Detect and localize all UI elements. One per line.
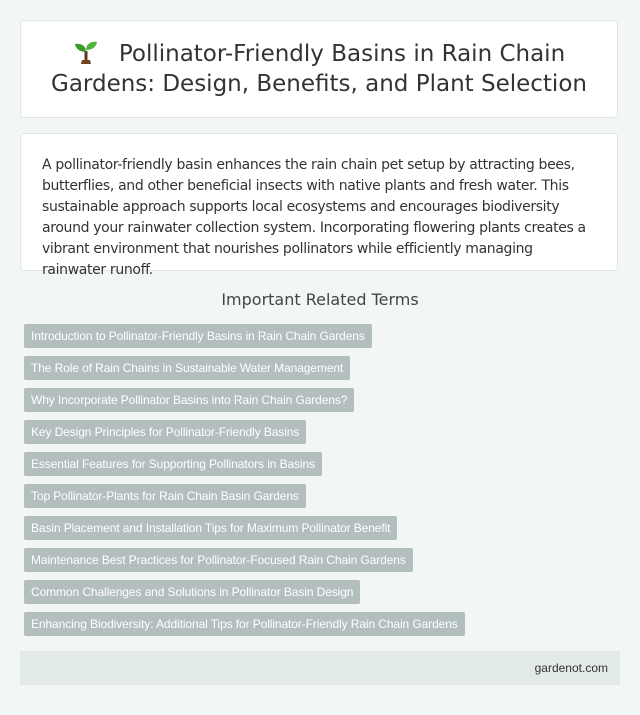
term-tag-link[interactable]: The Role of Rain Chains in Sustainable Water Management bbox=[24, 356, 350, 380]
term-tag-link[interactable]: Introduction to Pollinator-Friendly Basins in Rain Chain Gardens bbox=[24, 324, 372, 348]
list-item bbox=[24, 484, 465, 508]
term-tag-link[interactable]: Maintenance Best Practices for Pollinator-Focused Rain Chain Gardens bbox=[24, 548, 413, 572]
list-item bbox=[24, 356, 465, 380]
title-line-1: Pollinator-Friendly Basins in Rain Chain bbox=[118, 41, 566, 67]
header-card bbox=[20, 20, 618, 118]
term-tag-link[interactable]: Top Pollinator-Plants for Rain Chain Basin Gardens bbox=[24, 484, 306, 508]
term-tag-link[interactable]: Essential Features for Supporting Pollinators in Basins bbox=[24, 452, 322, 476]
title-line-2: Gardens: Design, Benefits, and Plant Selection bbox=[51, 71, 587, 97]
list-item bbox=[24, 452, 465, 476]
list-item bbox=[24, 388, 465, 412]
page-title bbox=[51, 39, 587, 99]
footer-bar bbox=[20, 651, 620, 685]
term-tag-link[interactable]: Common Challenges and Solutions in Pollinator Basin Design bbox=[24, 580, 360, 604]
list-item bbox=[24, 516, 465, 540]
term-tag-link[interactable]: Enhancing Biodiversity: Additional Tips for Pollinator-Friendly Rain Chain Gardens bbox=[24, 612, 465, 636]
related-terms-heading: Important Related Terms bbox=[221, 290, 419, 309]
intro-card bbox=[20, 133, 618, 278]
term-tag-link[interactable]: Basin Placement and Installation Tips for Maximum Pollinator Benefit bbox=[24, 516, 397, 540]
seedling-icon bbox=[73, 39, 99, 65]
term-tag-link[interactable]: Why Incorporate Pollinator Basins into Rain Chain Gardens? bbox=[24, 388, 354, 412]
footer-site-name: gardenot.com bbox=[534, 661, 608, 675]
list-item bbox=[24, 580, 465, 604]
list-item bbox=[24, 548, 465, 572]
term-tag-link[interactable]: Key Design Principles for Pollinator-Friendly Basins bbox=[24, 420, 306, 444]
intro-text: A pollinator-friendly basin enhances the rain chain pet setup by attracting bees, butterflies, and other beneficial insects with native plants and fresh water. This sustainable approach supports local ecosystems and encourages biodiversity around your rainwater collection system. Incorporating flowering plants creates a vibrant environment that nourishes pollinators while efficiently managing rainwater runoff. bbox=[42, 157, 586, 278]
list-item bbox=[24, 324, 465, 348]
related-terms-list bbox=[24, 324, 465, 644]
list-item bbox=[24, 420, 465, 444]
list-item bbox=[24, 612, 465, 636]
